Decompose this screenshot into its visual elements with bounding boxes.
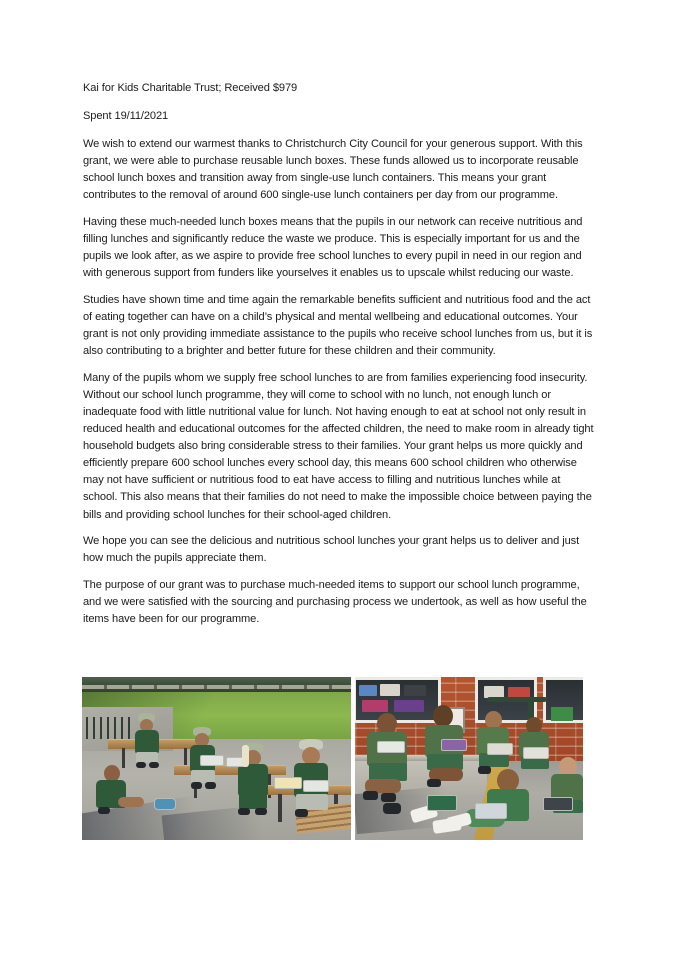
paragraph-hope-you-can-see: We hope you can see the delicious and nutritious school lunches your grant helps us to deliver and just how much the pupils appreciate them. [83, 535, 580, 565]
photo-children-at-picnic-benches [82, 677, 351, 840]
shoe [363, 791, 378, 800]
header-line-trust-received: Kai for Kids Charitable Trust; Received $979 [83, 82, 298, 94]
reusable-lunch-box [427, 795, 457, 811]
paragraph-food-insecurity: Many of the pupils whom we supply free school lunches to are from families experiencing food insecurity. Without our school lunch programme, they will come to school with no lunch, not enough lunch or inadequate food with little nutritional value for lunch. Not having enough to eat at school not only result in reduced health and educational outcomes for the affected children, the need to make room in already tight household budgets also bring considerable stress to their families. Your grant helps us more quickly and efficiently prepare 600 school lunches every school day, this means 600 school children who otherwise may not have sufficient or nutritious food to eat have access to filling and nutritious lunches while at school. This also means that their families do not need to make the impossible choice between paying the bills and providing school lunches for their school-aged children. [83, 371, 594, 521]
shorts [479, 753, 509, 767]
shorts [296, 794, 328, 810]
paragraph-purpose-of-grant: The purpose of our grant was to purchase much-needed items to support our school lunch programme, and we were satisfied with the sourcing and purchasing process we undertook, as well as how useful the items have been for our programme. [83, 578, 587, 626]
handrail-top [487, 697, 546, 702]
storage-tray [404, 685, 426, 696]
bike-rack [86, 717, 132, 739]
document-body [83, 80, 596, 638]
picnic-bench-front-leg [278, 794, 282, 822]
storage-tray [362, 700, 388, 712]
shoe [98, 807, 110, 814]
shoe-on-ground [383, 803, 401, 814]
shoe [238, 808, 250, 815]
shoe [205, 782, 216, 789]
head [377, 713, 397, 734]
legs [118, 797, 144, 807]
reusable-lunch-box [377, 741, 405, 753]
shoe [191, 782, 202, 789]
photo-children-against-brick-wall [355, 677, 583, 840]
drink-bottle [242, 745, 249, 767]
reusable-lunch-box [154, 798, 176, 810]
header-line-spent-date: Spent 19/11/2021 [83, 110, 169, 123]
reusable-lunch-box [543, 797, 573, 811]
shorts [239, 794, 267, 809]
pupil-left-seated [363, 713, 419, 809]
pupil-back-bench [130, 713, 164, 771]
fence-rail [82, 685, 351, 689]
shoe [149, 762, 159, 768]
paragraph-studies-benefits: Studies have shown time and time again the remarkable benefits sufficient and nutritious food and the act of eating together can have on a child’s physical and mental wellbeing and educational outcomes. Your grant is not only providing immediate assistance to the pupils who receive school lunches from us, but it is also contributing to a brighter and better future for these children and their community. [83, 293, 593, 358]
paragraph-nutritious-lunches-and-waste: Having these much-needed lunch boxes means that the pupils in our network can receive nutritious and filling lunches and significantly reduce the waste we produce. This is especially important for us and the pupils we look after, as we aspire to provide free school lunches to every pupil in need in our region and with generous support from funders like yourselves it enables us to upscale whilst reducing our waste. [83, 216, 583, 280]
reusable-lunch-box [475, 803, 507, 819]
pupil-seated-on-ground [96, 765, 144, 821]
storage-tray [394, 700, 424, 712]
reusable-lunch-box [274, 777, 302, 789]
reusable-lunch-box [441, 739, 467, 751]
reusable-lunch-box [523, 747, 549, 759]
pupil-front-bench [234, 743, 274, 821]
photo-row [82, 677, 583, 840]
shoe [427, 779, 441, 787]
storage-tray [380, 684, 400, 696]
reusable-lunch-box [200, 755, 224, 766]
reusable-lunch-box [303, 780, 329, 792]
reusable-lunch-box [487, 743, 513, 755]
uniform-top [135, 730, 159, 754]
uniform-top [238, 764, 268, 796]
shoe [295, 809, 308, 817]
head [433, 705, 453, 727]
shoe [255, 808, 267, 815]
shoe [381, 793, 396, 802]
storage-tray [359, 685, 377, 696]
paragraph-thanks-and-lunch-boxes: We wish to extend our warmest thanks to Christchurch City Council for your generous support. With this grant, we were able to purchase reusable lunch boxes. These funds allowed us to incorporate reusable school lunch boxes and transition away from single-use lunch containers. This means your grant contributes to the removal of around 600 single-use lunch containers per day from our programme. [83, 138, 583, 202]
